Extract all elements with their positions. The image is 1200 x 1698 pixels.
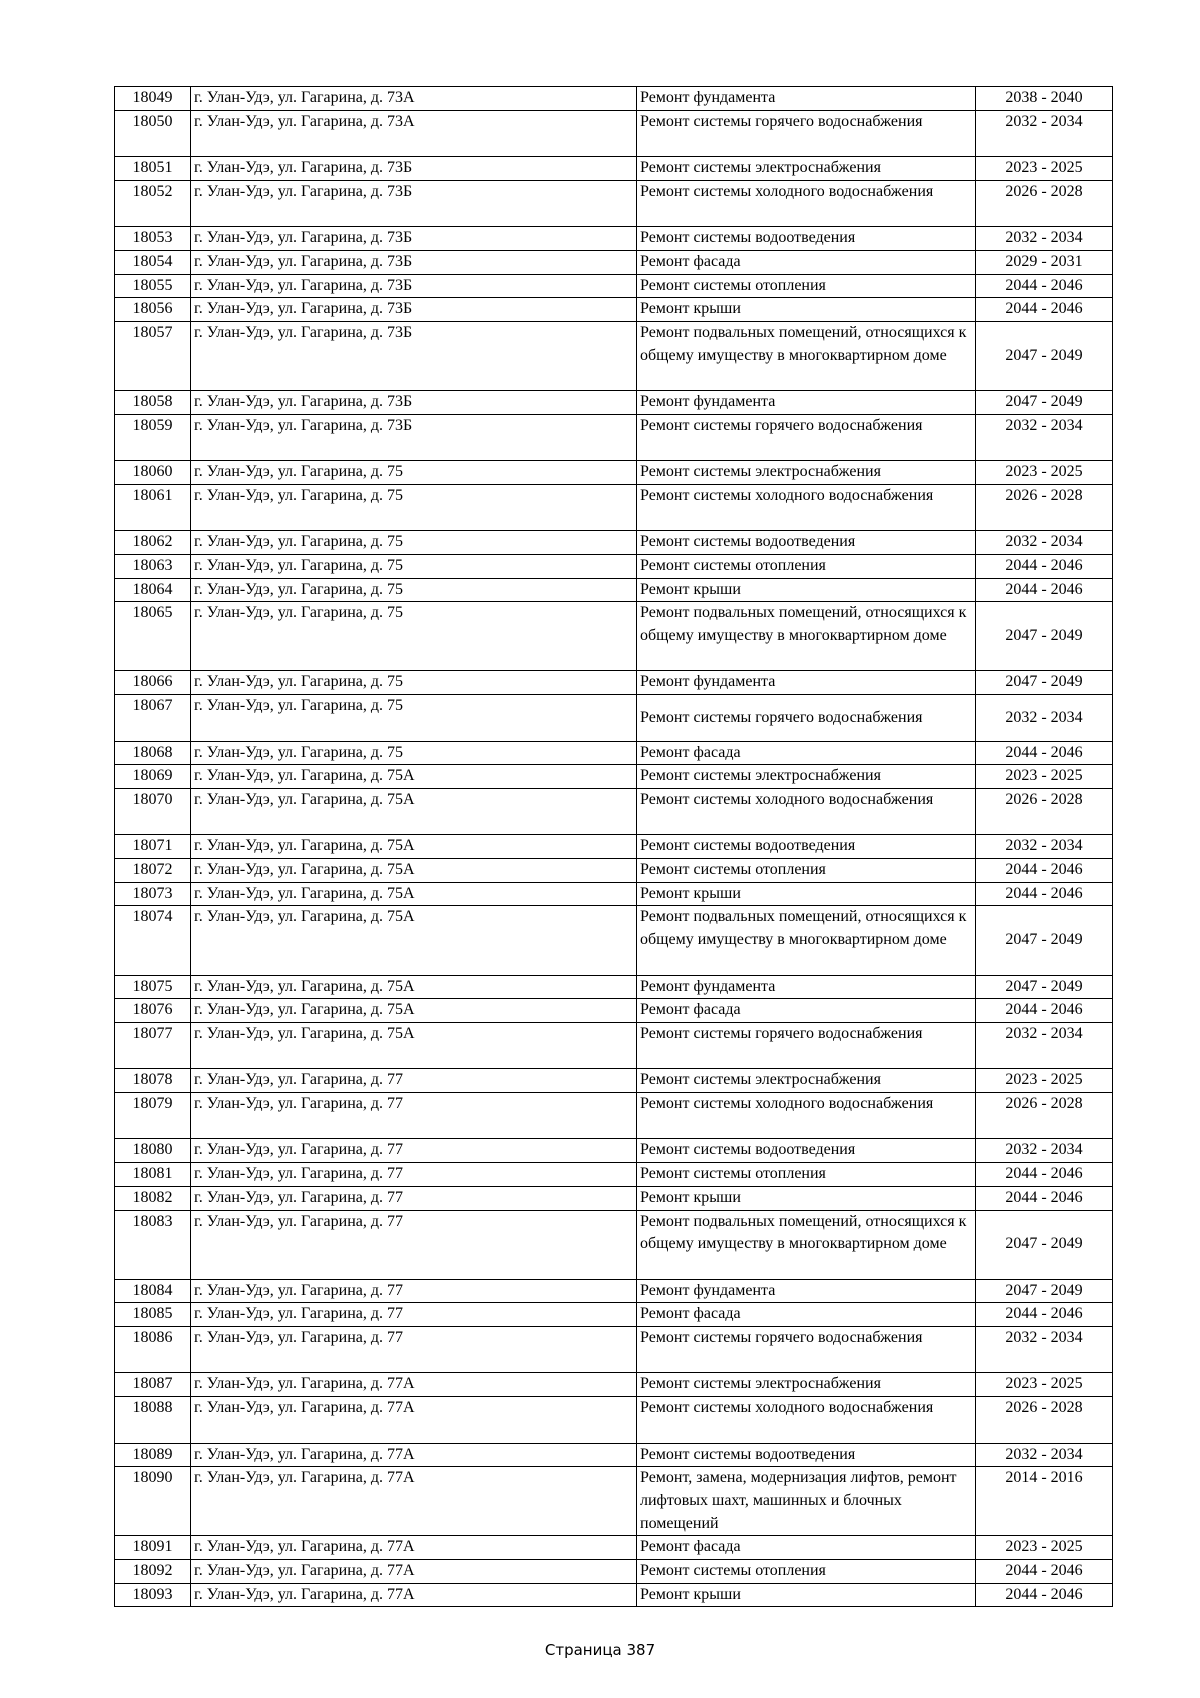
address-cell: г. Улан-Удэ, ул. Гагарина, д. 75А [191,975,637,999]
row-number-cell: 18054 [115,250,191,274]
address-cell: г. Улан-Удэ, ул. Гагарина, д. 77А [191,1397,637,1443]
period-cell: 2044 - 2046 [976,1163,1113,1187]
row-number-cell: 18051 [115,157,191,181]
address-cell: г. Улан-Удэ, ул. Гагарина, д. 75 [191,741,637,765]
address-cell: г. Улан-Удэ, ул. Гагарина, д. 75 [191,461,637,485]
work-type-cell: Ремонт системы горячего водоснабжения [637,414,976,460]
work-type-cell: Ремонт системы электроснабжения [637,1373,976,1397]
period-cell: 2047 - 2049 [976,975,1113,999]
period-cell: 2032 - 2034 [976,1022,1113,1068]
period-cell: 2026 - 2028 [976,1397,1113,1443]
row-number-cell: 18075 [115,975,191,999]
period-cell: 2044 - 2046 [976,1560,1113,1584]
table-row [115,1467,1113,1536]
work-type-cell: Ремонт системы электроснабжения [637,461,976,485]
address-cell: г. Улан-Удэ, ул. Гагарина, д. 77А [191,1373,637,1397]
table-row [115,1093,1113,1139]
row-number-cell: 18085 [115,1303,191,1327]
row-number-cell: 18073 [115,882,191,906]
row-number-cell: 18063 [115,554,191,578]
address-cell: г. Улан-Удэ, ул. Гагарина, д. 77 [191,1210,637,1279]
period-cell: 2032 - 2034 [976,414,1113,460]
table-row [115,906,1113,975]
work-type-cell: Ремонт системы электроснабжения [637,765,976,789]
row-number-cell: 18072 [115,859,191,883]
work-type-cell: Ремонт фундамента [637,1279,976,1303]
table-row [115,1397,1113,1443]
row-number-cell: 18064 [115,578,191,602]
row-number-cell: 18078 [115,1069,191,1093]
period-cell: 2044 - 2046 [976,274,1113,298]
table-row [115,1022,1113,1068]
row-number-cell: 18070 [115,788,191,834]
row-number-cell: 18076 [115,999,191,1023]
period-cell: 2032 - 2034 [976,110,1113,156]
row-number-cell: 18061 [115,484,191,530]
work-type-cell: Ремонт фундамента [637,87,976,111]
work-type-cell: Ремонт системы горячего водоснабжения [637,1022,976,1068]
address-cell: г. Улан-Удэ, ул. Гагарина, д. 73Б [191,180,637,226]
period-cell: 2032 - 2034 [976,227,1113,251]
row-number-cell: 18062 [115,531,191,555]
address-cell: г. Улан-Удэ, ул. Гагарина, д. 75А [191,788,637,834]
row-number-cell: 18077 [115,1022,191,1068]
table-row [115,741,1113,765]
table-row [115,1139,1113,1163]
period-cell: 2014 - 2016 [976,1467,1113,1536]
work-type-cell: Ремонт крыши [637,298,976,322]
table-row [115,999,1113,1023]
table-row [115,1327,1113,1373]
period-cell: 2026 - 2028 [976,180,1113,226]
address-cell: г. Улан-Удэ, ул. Гагарина, д. 75 [191,578,637,602]
period-cell: 2047 - 2049 [976,602,1113,671]
table-row [115,578,1113,602]
period-cell: 2047 - 2049 [976,391,1113,415]
table-row [115,1069,1113,1093]
work-type-cell: Ремонт системы холодного водоснабжения [637,788,976,834]
address-cell: г. Улан-Удэ, ул. Гагарина, д. 75 [191,531,637,555]
period-cell: 2044 - 2046 [976,554,1113,578]
row-number-cell: 18083 [115,1210,191,1279]
table-row [115,274,1113,298]
address-cell: г. Улан-Удэ, ул. Гагарина, д. 77 [191,1279,637,1303]
period-cell: 2023 - 2025 [976,157,1113,181]
table-row [115,602,1113,671]
work-type-cell: Ремонт системы холодного водоснабжения [637,484,976,530]
row-number-cell: 18086 [115,1327,191,1373]
work-type-cell: Ремонт системы холодного водоснабжения [637,180,976,226]
address-cell: г. Улан-Удэ, ул. Гагарина, д. 73Б [191,414,637,460]
row-number-cell: 18056 [115,298,191,322]
table-row [115,180,1113,226]
table-row [115,461,1113,485]
table-row [115,1186,1113,1210]
work-type-cell: Ремонт фундамента [637,975,976,999]
row-number-cell: 18082 [115,1186,191,1210]
table-row [115,1210,1113,1279]
work-type-cell: Ремонт системы отопления [637,554,976,578]
table-row [115,298,1113,322]
table-row [115,975,1113,999]
address-cell: г. Улан-Удэ, ул. Гагарина, д. 73А [191,87,637,111]
row-number-cell: 18090 [115,1467,191,1536]
period-cell: 2032 - 2034 [976,1443,1113,1467]
work-type-cell: Ремонт системы водоотведения [637,835,976,859]
address-cell: г. Улан-Удэ, ул. Гагарина, д. 77 [191,1327,637,1373]
period-cell: 2026 - 2028 [976,1093,1113,1139]
table-body [115,87,1113,1607]
work-type-cell: Ремонт фасада [637,250,976,274]
work-type-cell: Ремонт системы горячего водоснабжения [637,110,976,156]
period-cell: 2047 - 2049 [976,906,1113,975]
row-number-cell: 18088 [115,1397,191,1443]
row-number-cell: 18084 [115,1279,191,1303]
work-type-cell: Ремонт фундамента [637,391,976,415]
work-type-cell: Ремонт крыши [637,1583,976,1607]
row-number-cell: 18080 [115,1139,191,1163]
row-number-cell: 18071 [115,835,191,859]
table-row [115,695,1113,741]
row-number-cell: 18068 [115,741,191,765]
period-cell: 2044 - 2046 [976,882,1113,906]
period-cell: 2026 - 2028 [976,484,1113,530]
period-cell: 2032 - 2034 [976,531,1113,555]
period-cell: 2044 - 2046 [976,1186,1113,1210]
row-number-cell: 18091 [115,1536,191,1560]
address-cell: г. Улан-Удэ, ул. Гагарина, д. 73А [191,110,637,156]
work-type-cell: Ремонт крыши [637,578,976,602]
period-cell: 2026 - 2028 [976,788,1113,834]
period-cell: 2044 - 2046 [976,298,1113,322]
table-row [115,391,1113,415]
page-number: Страница 387 [544,1641,656,1659]
address-cell: г. Улан-Удэ, ул. Гагарина, д. 75 [191,602,637,671]
address-cell: г. Улан-Удэ, ул. Гагарина, д. 77А [191,1583,637,1607]
work-type-cell: Ремонт подвальных помещений, относящихся к общему имуществу в многоквартирном доме [637,322,976,391]
address-cell: г. Улан-Удэ, ул. Гагарина, д. 75 [191,671,637,695]
row-number-cell: 18053 [115,227,191,251]
period-cell: 2023 - 2025 [976,765,1113,789]
row-number-cell: 18092 [115,1560,191,1584]
address-cell: г. Улан-Удэ, ул. Гагарина, д. 75А [191,882,637,906]
work-type-cell: Ремонт системы отопления [637,859,976,883]
row-number-cell: 18066 [115,671,191,695]
period-cell: 2047 - 2049 [976,671,1113,695]
period-cell: 2044 - 2046 [976,741,1113,765]
work-type-cell: Ремонт фасада [637,999,976,1023]
work-type-cell: Ремонт, замена, модернизация лифтов, ремонт лифтовых шахт, машинных и блочных помещений [637,1467,976,1536]
row-number-cell: 18079 [115,1093,191,1139]
address-cell: г. Улан-Удэ, ул. Гагарина, д. 75А [191,999,637,1023]
period-cell: 2047 - 2049 [976,1210,1113,1279]
table-row [115,1536,1113,1560]
period-cell: 2023 - 2025 [976,461,1113,485]
row-number-cell: 18069 [115,765,191,789]
table-row [115,531,1113,555]
address-cell: г. Улан-Удэ, ул. Гагарина, д. 77 [191,1186,637,1210]
table-row [115,414,1113,460]
work-type-cell: Ремонт подвальных помещений, относящихся к общему имуществу в многоквартирном доме [637,906,976,975]
address-cell: г. Улан-Удэ, ул. Гагарина, д. 73Б [191,391,637,415]
work-type-cell: Ремонт фундамента [637,671,976,695]
row-number-cell: 18074 [115,906,191,975]
row-number-cell: 18052 [115,180,191,226]
row-number-cell: 18087 [115,1373,191,1397]
period-cell: 2032 - 2034 [976,695,1113,741]
work-type-cell: Ремонт фасада [637,1536,976,1560]
table-row [115,157,1113,181]
table-row [115,765,1113,789]
repair-schedule-table [114,86,1113,1607]
address-cell: г. Улан-Удэ, ул. Гагарина, д. 77 [191,1069,637,1093]
address-cell: г. Улан-Удэ, ул. Гагарина, д. 75А [191,765,637,789]
work-type-cell: Ремонт системы горячего водоснабжения [637,695,976,741]
work-type-cell: Ремонт системы отопления [637,1163,976,1187]
work-type-cell: Ремонт системы отопления [637,274,976,298]
row-number-cell: 18060 [115,461,191,485]
work-type-cell: Ремонт системы электроснабжения [637,157,976,181]
table-row [115,322,1113,391]
address-cell: г. Улан-Удэ, ул. Гагарина, д. 75 [191,554,637,578]
table-row [115,554,1113,578]
row-number-cell: 18081 [115,1163,191,1187]
period-cell: 2032 - 2034 [976,1327,1113,1373]
work-type-cell: Ремонт подвальных помещений, относящихся к общему имуществу в многоквартирном доме [637,1210,976,1279]
address-cell: г. Улан-Удэ, ул. Гагарина, д. 77 [191,1303,637,1327]
table-row [115,1583,1113,1607]
table-row [115,1303,1113,1327]
address-cell: г. Улан-Удэ, ул. Гагарина, д. 77А [191,1560,637,1584]
period-cell: 2023 - 2025 [976,1536,1113,1560]
table-row [115,250,1113,274]
table-row [115,1279,1113,1303]
work-type-cell: Ремонт системы холодного водоснабжения [637,1093,976,1139]
period-cell: 2023 - 2025 [976,1373,1113,1397]
table-row [115,1373,1113,1397]
table-row [115,882,1113,906]
work-type-cell: Ремонт фасада [637,741,976,765]
address-cell: г. Улан-Удэ, ул. Гагарина, д. 75А [191,835,637,859]
address-cell: г. Улан-Удэ, ул. Гагарина, д. 77 [191,1139,637,1163]
address-cell: г. Улан-Удэ, ул. Гагарина, д. 73Б [191,250,637,274]
address-cell: г. Улан-Удэ, ул. Гагарина, д. 75А [191,859,637,883]
table-row [115,1163,1113,1187]
work-type-cell: Ремонт системы холодного водоснабжения [637,1397,976,1443]
work-type-cell: Ремонт системы электроснабжения [637,1069,976,1093]
table-row [115,835,1113,859]
period-cell: 2038 - 2040 [976,87,1113,111]
address-cell: г. Улан-Удэ, ул. Гагарина, д. 75 [191,484,637,530]
table-row [115,671,1113,695]
row-number-cell: 18089 [115,1443,191,1467]
row-number-cell: 18093 [115,1583,191,1607]
period-cell: 2044 - 2046 [976,578,1113,602]
address-cell: г. Улан-Удэ, ул. Гагарина, д. 73Б [191,274,637,298]
period-cell: 2047 - 2049 [976,1279,1113,1303]
row-number-cell: 18065 [115,602,191,671]
address-cell: г. Улан-Удэ, ул. Гагарина, д. 75 [191,695,637,741]
work-type-cell: Ремонт системы водоотведения [637,531,976,555]
table-row [115,1443,1113,1467]
row-number-cell: 18058 [115,391,191,415]
address-cell: г. Улан-Удэ, ул. Гагарина, д. 77 [191,1163,637,1187]
table-row [115,788,1113,834]
address-cell: г. Улан-Удэ, ул. Гагарина, д. 73Б [191,227,637,251]
row-number-cell: 18055 [115,274,191,298]
table-row [115,87,1113,111]
address-cell: г. Улан-Удэ, ул. Гагарина, д. 77 [191,1093,637,1139]
period-cell: 2044 - 2046 [976,859,1113,883]
work-type-cell: Ремонт системы отопления [637,1560,976,1584]
address-cell: г. Улан-Удэ, ул. Гагарина, д. 77А [191,1536,637,1560]
period-cell: 2032 - 2034 [976,835,1113,859]
row-number-cell: 18067 [115,695,191,741]
work-type-cell: Ремонт фасада [637,1303,976,1327]
row-number-cell: 18059 [115,414,191,460]
table-row [115,1560,1113,1584]
work-type-cell: Ремонт системы водоотведения [637,227,976,251]
address-cell: г. Улан-Удэ, ул. Гагарина, д. 77А [191,1467,637,1536]
address-cell: г. Улан-Удэ, ул. Гагарина, д. 77А [191,1443,637,1467]
table-row [115,859,1113,883]
period-cell: 2044 - 2046 [976,1303,1113,1327]
row-number-cell: 18049 [115,87,191,111]
period-cell: 2047 - 2049 [976,322,1113,391]
period-cell: 2032 - 2034 [976,1139,1113,1163]
address-cell: г. Улан-Удэ, ул. Гагарина, д. 73Б [191,157,637,181]
table-row [115,110,1113,156]
period-cell: 2023 - 2025 [976,1069,1113,1093]
work-type-cell: Ремонт крыши [637,882,976,906]
address-cell: г. Улан-Удэ, ул. Гагарина, д. 75А [191,1022,637,1068]
work-type-cell: Ремонт системы водоотведения [637,1139,976,1163]
address-cell: г. Улан-Удэ, ул. Гагарина, д. 73Б [191,298,637,322]
table-row [115,484,1113,530]
work-type-cell: Ремонт системы горячего водоснабжения [637,1327,976,1373]
work-type-cell: Ремонт подвальных помещений, относящихся к общему имуществу в многоквартирном доме [637,602,976,671]
period-cell: 2044 - 2046 [976,1583,1113,1607]
period-cell: 2044 - 2046 [976,999,1113,1023]
period-cell: 2029 - 2031 [976,250,1113,274]
work-type-cell: Ремонт крыши [637,1186,976,1210]
address-cell: г. Улан-Удэ, ул. Гагарина, д. 73Б [191,322,637,391]
work-type-cell: Ремонт системы водоотведения [637,1443,976,1467]
row-number-cell: 18050 [115,110,191,156]
row-number-cell: 18057 [115,322,191,391]
table-row [115,227,1113,251]
address-cell: г. Улан-Удэ, ул. Гагарина, д. 75А [191,906,637,975]
